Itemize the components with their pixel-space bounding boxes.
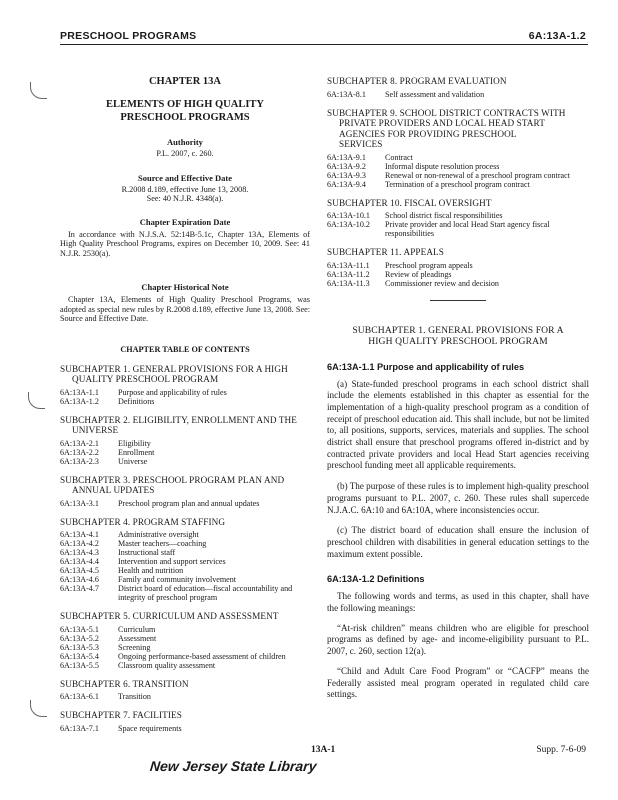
toc-subchapter-title: SUBCHAPTER 5. CURRICULUM AND ASSESSMENT [60,611,279,621]
toc-section-title: Preschool program appeals [385,260,473,270]
toc-entry [60,457,310,466]
toc-entry [60,634,310,643]
toc-entry [60,625,310,634]
toc-entry [327,220,589,238]
toc-section-list [60,388,310,406]
toc-end-rule [430,300,486,301]
toc-entry [60,584,310,602]
toc-entry [60,692,310,701]
toc-section-title: Enrollment [118,447,155,457]
binding-hole-mark [28,392,45,409]
toc-entry [327,153,589,162]
toc-section-title: Transition [118,692,151,701]
toc-section-number: 6A:13A-2.2 [60,447,99,457]
toc-section-number: 6A:13A-4.7 [60,584,99,593]
toc-section-title: Assessment [118,633,157,643]
toc-section-number: 6A:13A-5.5 [60,660,99,670]
toc-section-title: Review of pleadings [385,269,452,279]
toc-entry [327,180,589,189]
section-1-2-intro: The following words and terms, as used in this chapter, shall have the following meanings: [327,591,589,614]
toc-section-number: 6A:13A-11.2 [327,269,370,279]
toc-entry [60,566,310,575]
toc-section-number: 6A:13A-4.2 [60,539,99,548]
toc-section-list [60,692,310,701]
toc-entry [60,530,310,539]
page-number: 13A-1 [311,745,336,755]
toc-subchapter-title: SUBCHAPTER 2. ELIGIBILITY, ENROLLMENT AND THE UNIVERSE [60,414,297,435]
toc-section-number: 6A:13A-11.3 [327,278,370,288]
toc-subchapter-title: SUBCHAPTER 7. FACILITIES [60,710,182,720]
toc-section-title: Classroom quality assessment [118,660,216,670]
toc-entry [327,261,589,270]
toc-section-title: Curriculum [118,624,156,634]
history-text: Chapter 13A, Elements of High Quality Preschool Programs, was adopted as special new rules by R.2008 d.189, effective June 13, 2008. See: Source and Effective Date. [60,295,310,323]
toc-section-title: Eligibility [118,438,151,448]
toc-section-title: Universe [118,456,148,466]
definition-cacfp: “Child and Adult Care Food Program” or “CACFP” means the Federally assisted meal program operated in regulated child care settings. [327,665,589,700]
toc-entry [60,539,310,548]
toc-section-number: 6A:13A-4.6 [60,575,99,584]
toc-section-number: 6A:13A-7.1 [60,723,99,733]
toc-subchapter-title: SUBCHAPTER 10. FISCAL OVERSIGHT [327,197,492,208]
toc-entry [60,661,310,670]
expiration-heading: Chapter Expiration Date [139,216,231,227]
toc-subchapter [327,247,589,288]
toc-section-number: 6A:13A-4.5 [60,566,99,575]
toc-section-number: 6A:13A-5.3 [60,642,99,652]
toc-section-title: District board of education—fiscal accountability and integrity of preschool program [118,584,293,602]
binding-hole-mark [30,700,47,717]
toc-section-list [60,499,310,508]
toc-section-number: 6A:13A-2.3 [60,456,99,466]
toc-subchapter [60,475,310,508]
supplement-date: Supp. 7-6-09 [536,745,586,755]
toc-section-title: Purpose and applicability of rules [118,387,227,397]
toc-section-number: 6A:13A-9.3 [327,170,366,180]
toc-entry [60,448,310,457]
toc-section-title: Preschool program plan and annual updates [118,498,260,508]
toc-entry [60,724,310,733]
toc-subchapter [327,198,589,239]
toc-subchapter [60,710,310,733]
toc-section-title: Master teachers—coaching [118,539,207,548]
toc-subchapter [60,679,310,702]
toc-section-title: Administrative oversight [118,530,199,539]
source-text: R.2008 d.189, effective June 13, 2008. See: 40 N.J.R. 4348(a). [121,184,249,203]
toc-entry [327,171,589,180]
toc-subchapter-title: SUBCHAPTER 4. PROGRAM STAFFING [60,516,226,527]
running-header-right: 6A:13A-1.2 [528,30,586,42]
toc-section-number: 6A:13A-5.1 [60,624,99,634]
toc-section-number: 6A:13A-4.3 [60,548,99,557]
toc-section-number: 6A:13A-9.2 [327,161,366,171]
toc-section-number: 6A:13A-1.1 [60,387,99,397]
toc-entry [60,439,310,448]
toc-section-title: Self assessment and validation [385,89,485,99]
section-1-2-heading: 6A:13A-1.2 Definitions [327,574,425,585]
table-of-contents-right [327,76,589,288]
source-heading: Source and Effective Date [137,172,233,183]
section-1-1-para-b: (b) The purpose of these rules is to implement high-quality preschool programs pursuant to P.L. 2007, c. 260. These rules shall supercede N.J.A.C. 6A:10 and 6A:10A, where inconsistencies occur. [327,481,589,515]
toc-section-title: Informal dispute resolution process [385,161,500,171]
toc-section-title: Definitions [118,396,155,406]
toc-section-number: 6A:13A-4.4 [60,557,99,566]
toc-entry [60,397,310,406]
toc-section-number: 6A:13A-9.1 [327,152,366,162]
toc-subchapter [327,76,589,99]
toc-section-title: Contract [385,152,413,162]
toc-subchapter-title: SUBCHAPTER 1. GENERAL PROVISIONS FOR A HIGH QUALITY PRESCHOOL PROGRAM [60,363,288,384]
toc-section-title: Health and nutrition [118,566,184,575]
authority-heading: Authority [167,137,203,147]
toc-entry [60,652,310,661]
toc-section-number: 6A:13A-5.2 [60,633,99,643]
toc-entry [60,643,310,652]
toc-section-number: 6A:13A-9.4 [327,179,366,189]
toc-section-list [60,724,310,733]
toc-entry [327,211,589,220]
toc-section-list [327,211,589,238]
toc-section-title: Intervention and support services [118,557,226,566]
binding-hole-mark [30,82,47,99]
right-column [327,76,589,701]
toc-section-number: 6A:13A-2.1 [60,438,99,448]
running-header-left: PRESCHOOL PROGRAMS [60,30,197,42]
toc-entry [327,162,589,171]
toc-section-title: Screening [118,642,151,652]
toc-entry [60,557,310,566]
toc-subchapter-title: SUBCHAPTER 9. SCHOOL DISTRICT CONTRACTS WITH PRIVATE PROVIDERS AND LOCAL HEAD START AGENCIES FOR PROVIDING PRESCHOOL SERVICES [327,107,566,149]
authority-text: P.L. 2007, c. 260. [156,149,214,158]
toc-section-number: 6A:13A-6.1 [60,692,99,701]
table-of-contents-left [60,364,310,733]
toc-section-number: 6A:13A-10.1 [327,211,370,220]
toc-section-title: Commissioner review and decision [385,278,499,288]
toc-section-number: 6A:13A-5.4 [60,651,99,661]
header-rule [60,44,588,45]
toc-subchapter [60,517,310,603]
toc-entry [60,388,310,397]
toc-subchapter [327,108,589,189]
subchapter-1-title: SUBCHAPTER 1. GENERAL PROVISIONS FOR A HIGH QUALITY PRESCHOOL PROGRAM [352,324,564,347]
toc-section-title: Private provider and local Head Start agency fiscal responsibilities [385,220,550,238]
toc-section-number: 6A:13A-1.2 [60,396,99,406]
toc-subchapter-title: SUBCHAPTER 6. TRANSITION [60,678,189,689]
toc-section-title: School district fiscal responsibilities [385,211,503,220]
toc-subchapter-title: SUBCHAPTER 3. PRESCHOOL PROGRAM PLAN AND ANNUAL UPDATES [60,474,285,495]
section-1-1-para-c: (c) The district board of education shall ensure the inclusion of preschool children with disabilities in general education settings to the maximum extent possible. [327,525,589,559]
toc-section-title: Ongoing performance-based assessment of children [118,651,286,661]
toc-section-number: 6A:13A-8.1 [327,89,366,99]
left-column [60,76,310,733]
toc-subchapter [60,415,310,466]
section-1-1-heading: 6A:13A-1.1 Purpose and applicability of rules [327,361,525,372]
toc-section-list [327,90,589,99]
toc-section-number: 6A:13A-4.1 [60,530,99,539]
section-1-1-para-a: (a) State-funded preschool programs in each school district shall include the elements established in this chapter as essential for the implementation of a high-quality preschool program as a condition of receipt of preschool education aid. This shall include, but not be limited to, all positions, supports, services, materials and supplies. The school district shall ensure that preschool programs offered in-district and by contracted private providers and local Head Start agencies receiving preschool funding meet all applicable requirements. [327,378,589,471]
toc-section-number: 6A:13A-10.2 [327,220,370,229]
toc-section-title: Renewal or non-renewal of a preschool program contract [385,170,570,180]
toc-entry [327,270,589,279]
toc-section-title: Space requirements [118,723,182,733]
chapter-number: CHAPTER 13A [148,76,222,87]
toc-section-title: Instructional staff [118,548,176,557]
toc-subchapter-title: SUBCHAPTER 11. APPEALS [327,247,444,257]
toc-section-list [60,625,310,670]
toc-section-title: Termination of a preschool program contract [385,179,530,189]
toc-section-number: 6A:13A-3.1 [60,498,99,508]
toc-section-list [60,439,310,466]
expiration-text: In accordance with N.J.S.A. 52:14B-5.1c, Chapter 13A, Elements of High Quality Preschool Programs, expires on December 10, 2009. See: 41 N.J.R. 2530(a). [60,229,310,258]
toc-entry [60,575,310,584]
toc-heading: CHAPTER TABLE OF CONTENTS [120,344,250,354]
toc-section-title: Family and community involvement [118,575,237,584]
toc-section-list [60,530,310,602]
toc-section-list [327,153,589,189]
definition-at-risk-children: “At-risk children” means children who are eligible for preschool programs as defined by age- and income-eligibility pursuant to P.L. 2007, c. 260, section 12(a). [327,622,589,657]
toc-entry [60,499,310,508]
toc-section-list [327,261,589,288]
library-stamp: New Jersey State Library [149,758,318,774]
history-heading: Chapter Historical Note [141,282,229,292]
chapter-title: ELEMENTS OF HIGH QUALITY PRESCHOOL PROGRAMS [105,99,264,123]
toc-entry [327,90,589,99]
toc-subchapter-title: SUBCHAPTER 8. PROGRAM EVALUATION [327,76,507,86]
toc-entry [60,548,310,557]
toc-subchapter [60,364,310,406]
toc-subchapter [60,611,310,670]
toc-entry [327,279,589,288]
toc-section-number: 6A:13A-11.1 [327,260,370,270]
